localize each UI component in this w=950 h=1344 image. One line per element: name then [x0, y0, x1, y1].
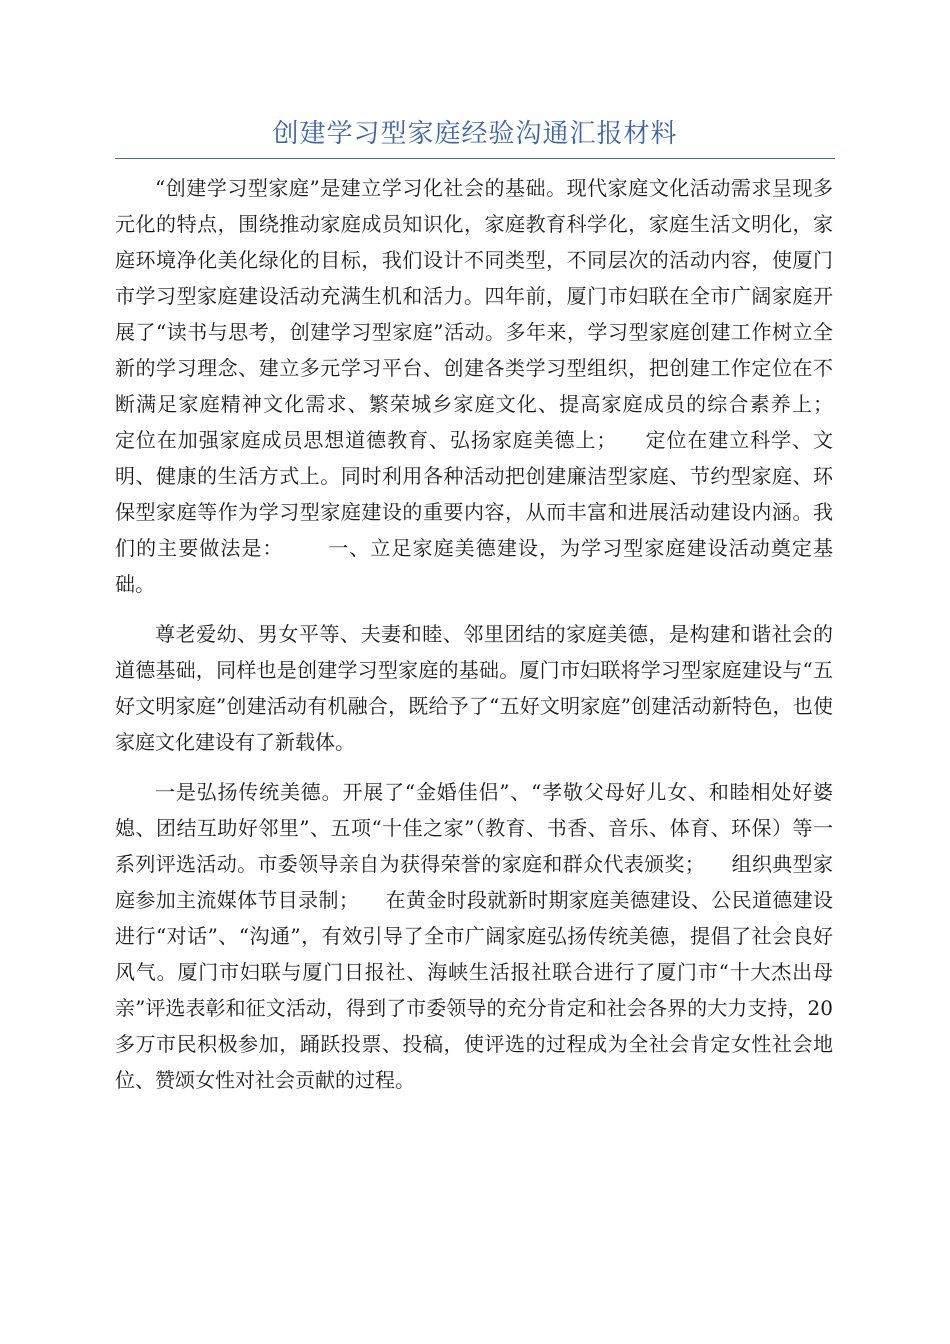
document-body [115, 170, 859, 1112]
document-title: 创建学习型家庭经验沟通汇报材料 [272, 119, 678, 149]
paragraph-family-virtue: 尊老爱幼、男女平等、夫妻和睦、邻里团结的家庭美德，是构建和谐社会的道德基础，同样也是创建学习型家庭的基础。厦门市妇联将学习型家庭建设与“五好文明家庭”创建活动有机融合，既给予了“五好文明家庭”创建活动新特色，也使家庭文化建设有了新载体。 [115, 622, 833, 754]
paragraph-intro: “创建学习型家庭”是建立学习化社会的基础。现代家庭文化活动需求呈现多元化的特点，围绕推动家庭成员知识化，家庭教育科学化，家庭生活文明化，家庭环境净化美化绿化的目标，我们设计不同类型，不同层次的活动内容，使厦门市学习型家庭建设活动充满生机和活力。四年前，厦门市妇联在全市广阔家庭开展了“读书与思考，创建学习型家庭”活动。多年来，学习型家庭创建工作树立全新的学习理念、建立多元学习平台、创建各类学习型组织，把创建工作定位在不断满足家庭精神文化需求、繁荣城乡家庭文化、提高家庭成员的综合素养上； 定位在加强家庭成员思想道德教育、弘扬家庭美德上； 定位在建立科学、文明、健康的生活方式上。同时利用各种活动把创建廉洁型家庭、节约型家庭、环保型家庭等作为学习型家庭建设的重要内容，从而丰富和进展活动建设内涵。我们的主要做法是： 一、立足家庭美德建设，为学习型家庭建设活动奠定基础。 [115, 176, 859, 596]
title-block [115, 112, 835, 159]
paragraph-tradition: 一是弘扬传统美德。开展了“金婚佳侣”、“孝敬父母好儿女、和睦相处好婆媳、团结互助好邻里”、五项“十佳之家”（教育、书香、音乐、体育、环保）等一系列评选活动。市委领导亲自为获得荣誉的家庭和群众代表颁奖； 组织典型家庭参加主流媒体节目录制； 在黄金时段就新时期家庭美德建设、公民道德建设进行“对话”、“沟通”，有效引导了全市广阔家庭弘扬传统美德，提倡了社会良好风气。厦门市妇联与厦门日报社、海峡生活报社联合进行了厦门市“十大杰出母亲”评选表彰和征文活动，得到了市委领导的充分肯定和社会各界的大力支持，20多万市民积极参加，踊跃投票、投稿，使评选的过程成为全社会肯定女性社会地位、赞颂女性对社会贡献的过程。 [115, 780, 833, 1092]
